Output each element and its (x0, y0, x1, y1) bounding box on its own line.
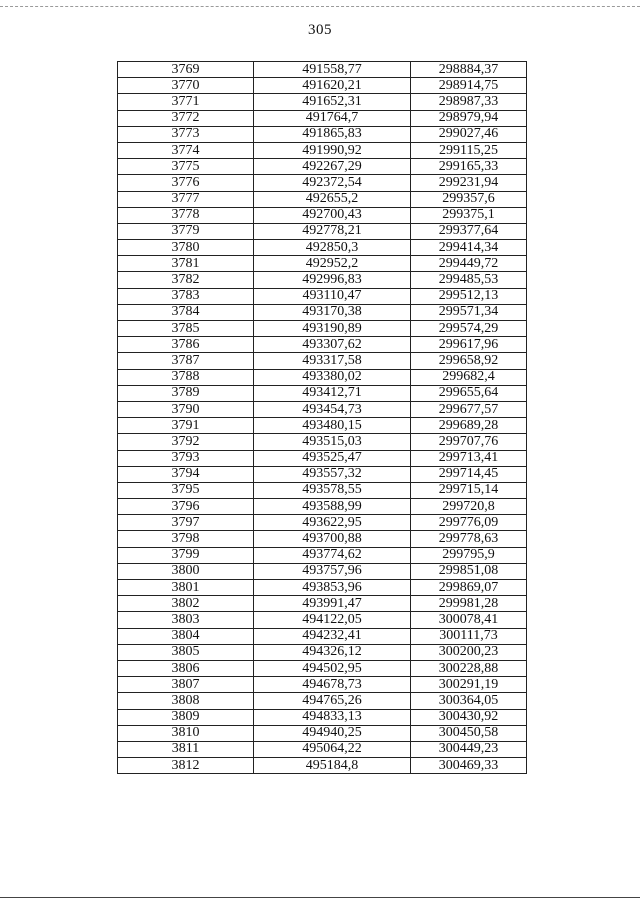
y-coordinate-cell: 300430,92 (411, 709, 527, 725)
point-number-cell: 3812 (118, 758, 254, 774)
table-row (118, 563, 527, 579)
y-coordinate-cell: 300111,73 (411, 628, 527, 644)
y-coordinate-cell: 299414,34 (411, 240, 527, 256)
point-number-cell: 3788 (118, 369, 254, 385)
table-row (118, 62, 527, 78)
point-number-cell: 3799 (118, 547, 254, 563)
table-row (118, 547, 527, 563)
table-row (118, 741, 527, 757)
point-number-cell: 3784 (118, 304, 254, 320)
point-number-cell: 3789 (118, 385, 254, 401)
y-coordinate-cell: 299449,72 (411, 256, 527, 272)
table-row (118, 223, 527, 239)
x-coordinate-cell: 491764,7 (254, 110, 411, 126)
y-coordinate-cell: 299720,8 (411, 499, 527, 515)
x-coordinate-cell: 493307,62 (254, 337, 411, 353)
table-body (118, 62, 527, 774)
table-row (118, 482, 527, 498)
y-coordinate-cell: 298914,75 (411, 78, 527, 94)
table-row (118, 353, 527, 369)
y-coordinate-cell: 299165,33 (411, 159, 527, 175)
table-row (118, 644, 527, 660)
point-number-cell: 3776 (118, 175, 254, 191)
x-coordinate-cell: 494940,25 (254, 725, 411, 741)
y-coordinate-cell: 299689,28 (411, 418, 527, 434)
x-coordinate-cell: 491990,92 (254, 142, 411, 158)
x-coordinate-cell: 491652,31 (254, 94, 411, 110)
table-row (118, 337, 527, 353)
y-coordinate-cell: 299485,53 (411, 272, 527, 288)
table-row (118, 385, 527, 401)
table-row (118, 418, 527, 434)
table-row (118, 677, 527, 693)
x-coordinate-cell: 494122,05 (254, 612, 411, 628)
point-number-cell: 3798 (118, 531, 254, 547)
point-number-cell: 3811 (118, 741, 254, 757)
y-coordinate-cell: 299617,96 (411, 337, 527, 353)
y-coordinate-cell: 299231,94 (411, 175, 527, 191)
point-number-cell: 3775 (118, 159, 254, 175)
point-number-cell: 3800 (118, 563, 254, 579)
x-coordinate-cell: 494833,13 (254, 709, 411, 725)
table-row (118, 725, 527, 741)
table-row (118, 288, 527, 304)
point-number-cell: 3781 (118, 256, 254, 272)
x-coordinate-cell: 492700,43 (254, 207, 411, 223)
y-coordinate-cell: 299981,28 (411, 596, 527, 612)
y-coordinate-cell: 299571,34 (411, 304, 527, 320)
table-row (118, 531, 527, 547)
table-row (118, 628, 527, 644)
bottom-rule (0, 897, 640, 898)
table-row (118, 256, 527, 272)
point-number-cell: 3780 (118, 240, 254, 256)
table-row (118, 596, 527, 612)
point-number-cell: 3778 (118, 207, 254, 223)
point-number-cell: 3791 (118, 418, 254, 434)
table-row (118, 321, 527, 337)
point-number-cell: 3806 (118, 660, 254, 676)
x-coordinate-cell: 492778,21 (254, 223, 411, 239)
x-coordinate-cell: 492996,83 (254, 272, 411, 288)
y-coordinate-cell: 299357,6 (411, 191, 527, 207)
x-coordinate-cell: 492850,3 (254, 240, 411, 256)
y-coordinate-cell: 299778,63 (411, 531, 527, 547)
table-row (118, 240, 527, 256)
point-number-cell: 3772 (118, 110, 254, 126)
table-row (118, 207, 527, 223)
point-number-cell: 3785 (118, 321, 254, 337)
point-number-cell: 3782 (118, 272, 254, 288)
table-row (118, 499, 527, 515)
x-coordinate-cell: 495184,8 (254, 758, 411, 774)
table-row (118, 434, 527, 450)
y-coordinate-cell: 299658,92 (411, 353, 527, 369)
x-coordinate-cell: 493317,58 (254, 353, 411, 369)
y-coordinate-cell: 300469,33 (411, 758, 527, 774)
coordinates-table-container (117, 61, 526, 774)
point-number-cell: 3777 (118, 191, 254, 207)
y-coordinate-cell: 298979,94 (411, 110, 527, 126)
coordinates-table (117, 61, 527, 774)
x-coordinate-cell: 492655,2 (254, 191, 411, 207)
table-row (118, 612, 527, 628)
y-coordinate-cell: 299682,4 (411, 369, 527, 385)
table-row (118, 142, 527, 158)
x-coordinate-cell: 492267,29 (254, 159, 411, 175)
table-row (118, 175, 527, 191)
y-coordinate-cell: 299377,64 (411, 223, 527, 239)
point-number-cell: 3801 (118, 580, 254, 596)
x-coordinate-cell: 493622,95 (254, 515, 411, 531)
x-coordinate-cell: 493110,47 (254, 288, 411, 304)
point-number-cell: 3793 (118, 450, 254, 466)
table-row (118, 272, 527, 288)
y-coordinate-cell: 300200,23 (411, 644, 527, 660)
x-coordinate-cell: 493700,88 (254, 531, 411, 547)
x-coordinate-cell: 493588,99 (254, 499, 411, 515)
point-number-cell: 3795 (118, 482, 254, 498)
point-number-cell: 3769 (118, 62, 254, 78)
point-number-cell: 3774 (118, 142, 254, 158)
table-row (118, 709, 527, 725)
point-number-cell: 3804 (118, 628, 254, 644)
y-coordinate-cell: 300364,05 (411, 693, 527, 709)
x-coordinate-cell: 494232,41 (254, 628, 411, 644)
x-coordinate-cell: 491865,83 (254, 126, 411, 142)
x-coordinate-cell: 493991,47 (254, 596, 411, 612)
table-row (118, 78, 527, 94)
y-coordinate-cell: 299869,07 (411, 580, 527, 596)
y-coordinate-cell: 299677,57 (411, 401, 527, 417)
y-coordinate-cell: 299655,64 (411, 385, 527, 401)
y-coordinate-cell: 300449,23 (411, 741, 527, 757)
table-row (118, 466, 527, 482)
y-coordinate-cell: 299707,76 (411, 434, 527, 450)
point-number-cell: 3808 (118, 693, 254, 709)
x-coordinate-cell: 491620,21 (254, 78, 411, 94)
point-number-cell: 3803 (118, 612, 254, 628)
table-row (118, 515, 527, 531)
point-number-cell: 3773 (118, 126, 254, 142)
table-row (118, 94, 527, 110)
point-number-cell: 3809 (118, 709, 254, 725)
x-coordinate-cell: 492372,54 (254, 175, 411, 191)
y-coordinate-cell: 300450,58 (411, 725, 527, 741)
point-number-cell: 3779 (118, 223, 254, 239)
x-coordinate-cell: 493454,73 (254, 401, 411, 417)
point-number-cell: 3805 (118, 644, 254, 660)
point-number-cell: 3810 (118, 725, 254, 741)
table-row (118, 369, 527, 385)
point-number-cell: 3792 (118, 434, 254, 450)
point-number-cell: 3783 (118, 288, 254, 304)
x-coordinate-cell: 493412,71 (254, 385, 411, 401)
point-number-cell: 3797 (118, 515, 254, 531)
x-coordinate-cell: 493557,32 (254, 466, 411, 482)
point-number-cell: 3807 (118, 677, 254, 693)
y-coordinate-cell: 299715,14 (411, 482, 527, 498)
x-coordinate-cell: 493757,96 (254, 563, 411, 579)
table-row (118, 159, 527, 175)
table-row (118, 304, 527, 320)
table-row (118, 126, 527, 142)
point-number-cell: 3802 (118, 596, 254, 612)
table-row (118, 660, 527, 676)
y-coordinate-cell: 300078,41 (411, 612, 527, 628)
x-coordinate-cell: 494502,95 (254, 660, 411, 676)
x-coordinate-cell: 493190,89 (254, 321, 411, 337)
y-coordinate-cell: 300291,19 (411, 677, 527, 693)
x-coordinate-cell: 493480,15 (254, 418, 411, 434)
y-coordinate-cell: 299795,9 (411, 547, 527, 563)
y-coordinate-cell: 299512,13 (411, 288, 527, 304)
point-number-cell: 3786 (118, 337, 254, 353)
x-coordinate-cell: 493515,03 (254, 434, 411, 450)
y-coordinate-cell: 299713,41 (411, 450, 527, 466)
x-coordinate-cell: 494326,12 (254, 644, 411, 660)
x-coordinate-cell: 493380,02 (254, 369, 411, 385)
y-coordinate-cell: 299574,29 (411, 321, 527, 337)
x-coordinate-cell: 492952,2 (254, 256, 411, 272)
x-coordinate-cell: 493853,96 (254, 580, 411, 596)
y-coordinate-cell: 299851,08 (411, 563, 527, 579)
y-coordinate-cell: 299714,45 (411, 466, 527, 482)
table-row (118, 450, 527, 466)
x-coordinate-cell: 493525,47 (254, 450, 411, 466)
x-coordinate-cell: 494678,73 (254, 677, 411, 693)
x-coordinate-cell: 493170,38 (254, 304, 411, 320)
y-coordinate-cell: 298884,37 (411, 62, 527, 78)
table-row (118, 758, 527, 774)
point-number-cell: 3771 (118, 94, 254, 110)
top-rule (0, 6, 640, 7)
point-number-cell: 3790 (118, 401, 254, 417)
point-number-cell: 3794 (118, 466, 254, 482)
point-number-cell: 3770 (118, 78, 254, 94)
point-number-cell: 3787 (118, 353, 254, 369)
page-number: 305 (308, 22, 332, 38)
table-row (118, 191, 527, 207)
table-row (118, 110, 527, 126)
table-row (118, 401, 527, 417)
x-coordinate-cell: 491558,77 (254, 62, 411, 78)
table-row (118, 693, 527, 709)
point-number-cell: 3796 (118, 499, 254, 515)
table-row (118, 580, 527, 596)
x-coordinate-cell: 494765,26 (254, 693, 411, 709)
x-coordinate-cell: 493774,62 (254, 547, 411, 563)
y-coordinate-cell: 299776,09 (411, 515, 527, 531)
x-coordinate-cell: 493578,55 (254, 482, 411, 498)
y-coordinate-cell: 300228,88 (411, 660, 527, 676)
y-coordinate-cell: 298987,33 (411, 94, 527, 110)
y-coordinate-cell: 299115,25 (411, 142, 527, 158)
y-coordinate-cell: 299027,46 (411, 126, 527, 142)
x-coordinate-cell: 495064,22 (254, 741, 411, 757)
y-coordinate-cell: 299375,1 (411, 207, 527, 223)
